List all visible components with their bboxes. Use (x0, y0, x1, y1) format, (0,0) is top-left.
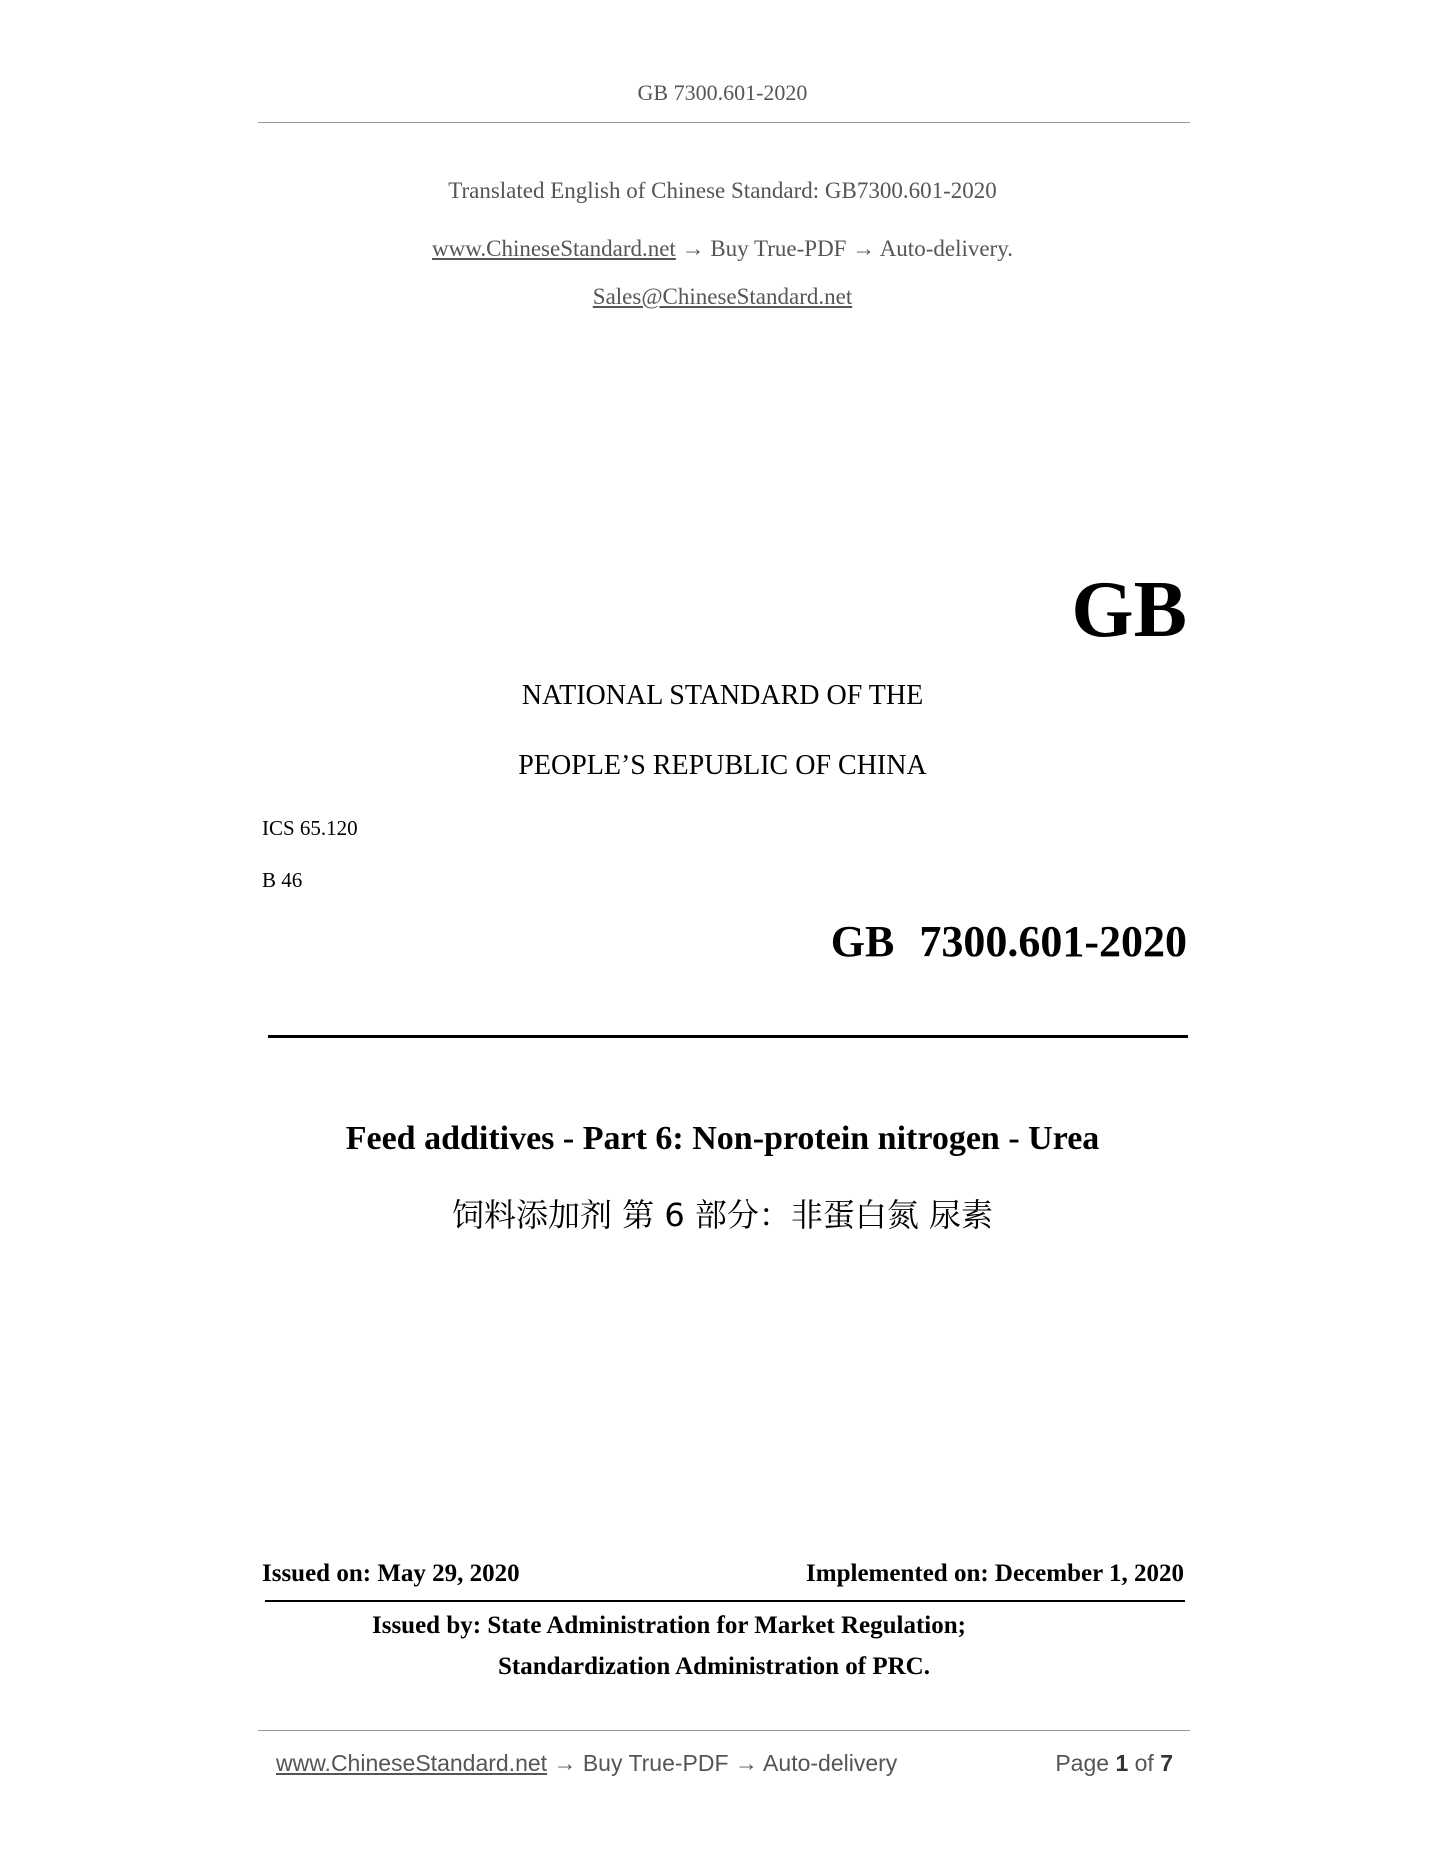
gb-mark: GB (1071, 566, 1187, 654)
page-current: 1 (1115, 1750, 1129, 1776)
page-of: of (1134, 1750, 1154, 1776)
national-standard-line2: PEOPLE’S REPUBLIC OF CHINA (518, 750, 927, 781)
footer-divider (258, 1730, 1190, 1731)
page-total: 7 (1160, 1750, 1173, 1776)
site-link[interactable]: www.ChineseStandard.net (432, 236, 676, 261)
header-divider (258, 122, 1190, 123)
dates-divider (265, 1600, 1185, 1602)
running-header: GB 7300.601-2020 (637, 80, 808, 105)
title-divider (268, 1035, 1188, 1038)
issued-by-line2: Standardization Administration of PRC. (498, 1653, 930, 1680)
issued-on: Issued on: May 29, 2020 (262, 1560, 520, 1587)
page-label: Page (1055, 1750, 1110, 1776)
ccs-code: B 46 (262, 868, 303, 892)
footer-site-link[interactable]: www.ChineseStandard.net (276, 1750, 548, 1776)
issued-by-line1: Issued by: State Administration for Market Regulation; (372, 1612, 966, 1639)
national-standard-line1: NATIONAL STANDARD OF THE (521, 680, 924, 711)
purchase-notice (0, 236, 1445, 262)
standard-number: GB 7300.601-2020 (830, 917, 1187, 966)
translation-notice: Translated English of Chinese Standard: GB7300.601-2020 (448, 178, 997, 203)
page-indicator (1055, 1750, 1173, 1777)
email-line (0, 284, 1445, 310)
buy-text: → Buy True-PDF → Auto-delivery. (675, 236, 1013, 261)
ics-code: ICS 65.120 (262, 816, 358, 840)
title-english: Feed additives - Part 6: Non-protein nitrogen - Urea (345, 1120, 1100, 1157)
footer-buy-text: → Buy True-PDF → Auto-delivery (547, 1750, 898, 1776)
footer-purchase (276, 1750, 897, 1777)
title-chinese: 饲料添加剂 第 6 部分：非蛋白氮 尿素 (451, 1196, 994, 1234)
email-link[interactable]: Sales@ChineseStandard.net (592, 284, 853, 309)
implemented-on: Implemented on: December 1, 2020 (806, 1560, 1184, 1587)
